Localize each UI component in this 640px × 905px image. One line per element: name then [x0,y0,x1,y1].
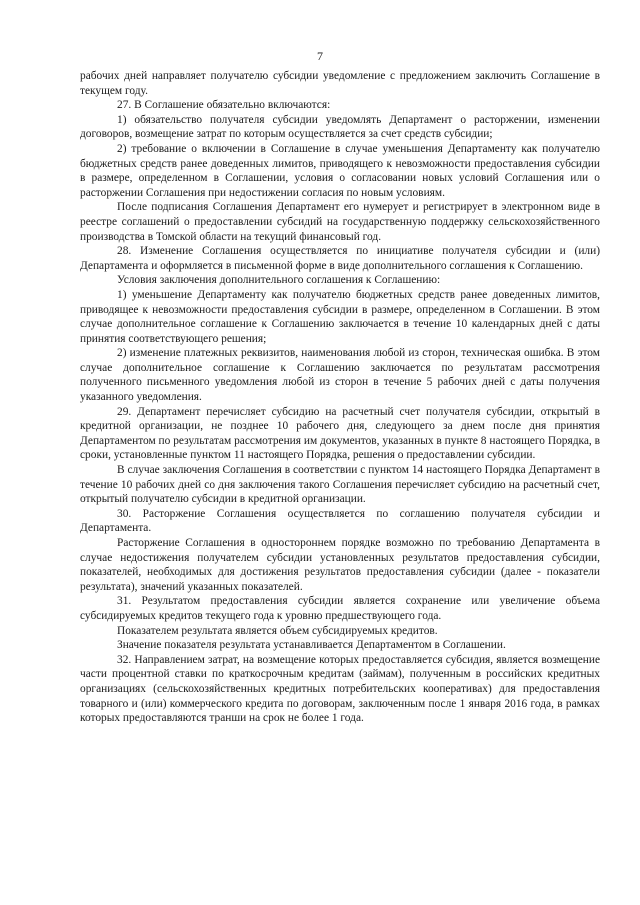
paragraph-item-27-2: 2) требование о включении в Соглашение в случае уменьшения Департаменту как получателю бюджетных средств ранее доведенных лимитов, приводящего к невозможности предоставления субсидии в размере, определенном в Соглашении, условия о согласовании новых условий Соглашения или о расторжении Соглашения при недостижении согласия по новым условиям. [80,142,600,199]
page-number: 7 [317,49,323,63]
paragraph-item-30: 30. Расторжение Соглашения осуществляется по соглашению получателя субсидии и Департамента. [80,507,600,535]
paragraph-condition-2: 2) изменение платежных реквизитов, наименования любой из сторон, техническая ошибка. В этом случае дополнительное соглашение к Соглашению заключается по результатам рассмотрения полученного письменного уведомления любой из сторон в течение 5 рабочих дней с даты получения указанного уведомления. [80,347,600,404]
paragraph-item-32: 32. Направлением затрат, на возмещение которых предоставляется субсидия, является возмещение части процентной ставки по краткосрочным кредитам (займам), полученным в российских кредитных организациях (сельскохозяйственных кредитных потребительских кооперативах) для предоставления товарного и (или) коммерческого кредита по договорам, заключенным после 1 января 2016 года, в рамках которых предоставляются транши на срок не более 1 года. [80,653,600,725]
paragraph-item-29: 29. Департамент перечисляет субсидию на расчетный счет получателя субсидии, открытый в кредитной организации, не позднее 10 рабочего дня, следующего за днем после дня принятия Департаментом по результатам рассмотрения им документов, указанных в пункте 8 настоящего Порядка, в сроки, установленные пунктом 11 настоящего Порядка, решения о предоставлении субсидии. [80,405,600,462]
paragraph-item-28: 28. Изменение Соглашения осуществляется по инициативе получателя субсидии и (или) Департамента и оформляется в письменной форме в виде дополнительного соглашения к Соглашению. [80,245,600,272]
paragraph-item-29-transfer: В случае заключения Соглашения в соответствии с пунктом 14 настоящего Порядка Департамент в течение 10 рабочих дней со дня заключения такого Соглашения перечисляет субсидию на расчетный счет, открытый получателю субсидии в кредитной организации. [80,464,600,506]
paragraph-result-value: Значение показателя результата устанавливается Департаментом в Соглашении. [117,639,506,652]
document-body [80,69,600,726]
paragraph-conditions: Условия заключения дополнительного соглашения к Соглашению: [117,274,441,287]
paragraph-continuation: рабочих дней направляет получателю субсидии уведомление с предложением заключить Соглашение в текущем году. [80,70,600,97]
paragraph-item-27: 27. В Соглашение обязательно включаются: [117,99,331,112]
paragraph-item-31: 31. Результатом предоставления субсидии является сохранение или увеличение объема субсидируемых кредитов текущего года к уровню предшествующего года. [80,595,600,622]
paragraph-condition-1: 1) уменьшение Департаменту как получателю бюджетных средств ранее доведенных лимитов, приводящее к невозможности предоставления субсидии в размере, определенном в Соглашении. В этом случае дополнительное соглашение к Соглашению заключается в течение 10 календарных дней с даты принятия соответствующего решения; [80,288,600,345]
paragraph-item-30-unilateral: Расторжение Соглашения в одностороннем порядке возможно по требованию Департамента в случае недостижения получателем субсидии установленных результатов предоставления субсидии, показателей, необходимых для достижения результатов предоставления субсидии (далее - показатели результата), значений указанных показателей. [80,537,600,593]
paragraph-registration: После подписания Соглашения Департамент его нумерует и регистрирует в электронном виде в реестре соглашений о предоставлении субсидий на государственную поддержку сельскохозяйственного производства в Томской области на текущий финансовый год. [80,201,600,243]
paragraph-result-indicator: Показателем результата является объем субсидируемых кредитов. [117,624,438,637]
paragraph-item-27-1: 1) обязательство получателя субсидии уведомлять Департамент о расторжении, изменении договоров, возмещение затрат по которым осуществляется за счет средств субсидии; [80,113,600,141]
